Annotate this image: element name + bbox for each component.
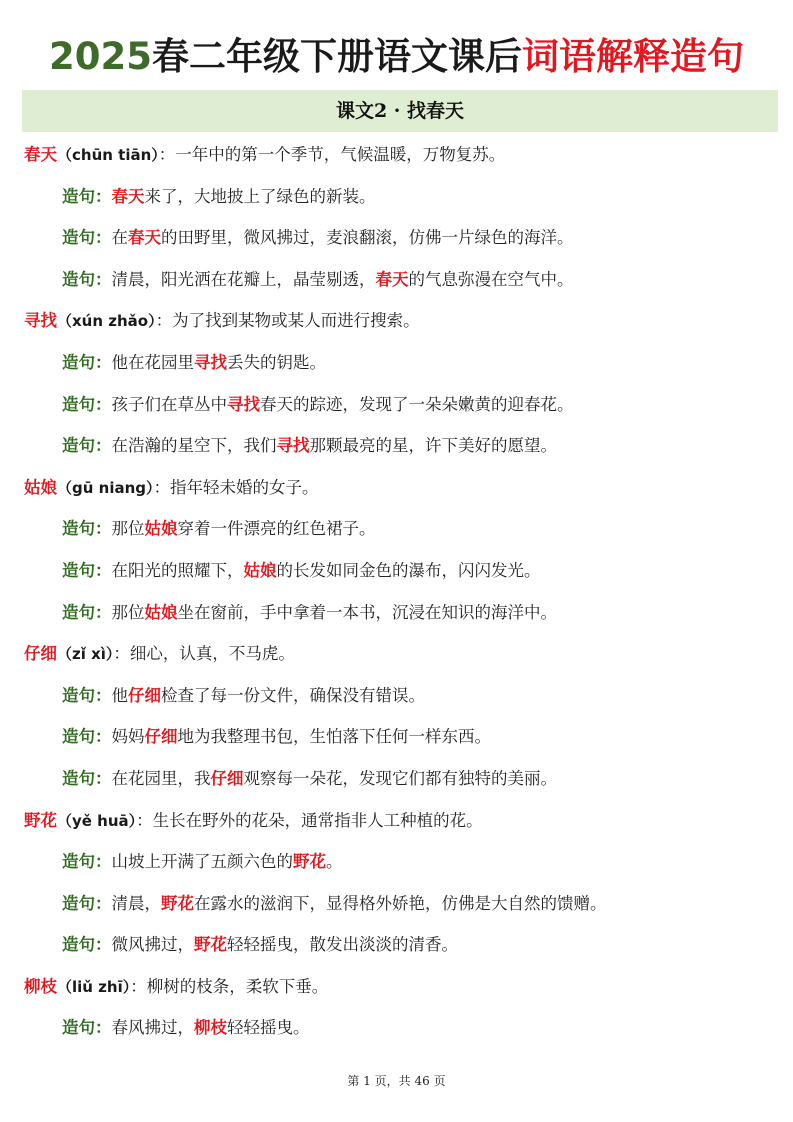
sentence-text-before: 孩子们在草丛中 bbox=[111, 394, 227, 414]
example-sentence-row bbox=[24, 550, 774, 592]
sentence-highlight-word: 姑娘 bbox=[144, 519, 178, 539]
page-footer: 第 1 页，共 46 页 bbox=[347, 1074, 446, 1088]
sentence-text-after: 穿着一件漂亮的红色裙子。 bbox=[177, 519, 376, 539]
sentence-highlight-word: 仔细 bbox=[144, 727, 178, 747]
sentence-text-before: 在 bbox=[111, 228, 128, 248]
title-highlight: 词语解释造句 bbox=[521, 35, 744, 78]
entry-definition: ：细心，认真，不马虎。 bbox=[113, 644, 295, 664]
sentence-text-after: 在露水的滋润下，显得格外娇艳，仿佛是大自然的馈赠。 bbox=[194, 893, 607, 913]
sentence-highlight-word: 寻找 bbox=[276, 436, 310, 456]
entry-definition: ：一年中的第一个季节，气候温暖，万物复苏。 bbox=[158, 145, 506, 164]
entry-definition: ：生长在野外的花朵，通常指非人工种植的花。 bbox=[136, 810, 483, 830]
example-sentence-row bbox=[24, 217, 774, 259]
definition-row bbox=[24, 633, 774, 675]
example-sentence-row bbox=[24, 592, 774, 634]
sentence-label: 造句： bbox=[62, 186, 112, 206]
entry-pinyin: （xún zhǎo） bbox=[57, 312, 156, 331]
example-sentence-row bbox=[24, 1007, 774, 1049]
sentence-label: 造句： bbox=[62, 852, 112, 872]
sentence-highlight-word: 仔细 bbox=[210, 768, 244, 788]
entry-word: 仔细 bbox=[24, 644, 57, 664]
sentence-label: 造句： bbox=[62, 1018, 112, 1038]
sentence-text-after: 观察每一朵花，发现它们都有独特的美丽。 bbox=[243, 768, 557, 788]
entry-pinyin: （yě huā） bbox=[57, 811, 137, 830]
sentence-text-after: 地为我整理书包，生怕落下任何一样东西。 bbox=[177, 727, 491, 747]
sentence-text-after: 来了，大地披上了绿色的新装。 bbox=[144, 186, 376, 206]
sentence-text-before: 那位 bbox=[111, 602, 145, 622]
sentence-label: 造句： bbox=[62, 228, 112, 248]
sentence-label: 造句： bbox=[62, 560, 112, 580]
definition-row bbox=[24, 134, 774, 176]
sentence-text-before: 春风拂过， bbox=[111, 1018, 194, 1038]
sentence-highlight-word: 姑娘 bbox=[243, 560, 277, 580]
sentence-text-after: 那颗最亮的星，许下美好的愿望。 bbox=[309, 436, 557, 456]
entry-pinyin: （chūn tiān） bbox=[57, 146, 159, 164]
sentence-label: 造句： bbox=[62, 768, 112, 788]
entry-word: 野花 bbox=[24, 810, 57, 830]
definition-row bbox=[24, 966, 774, 1008]
definition-row bbox=[24, 300, 774, 342]
sentence-text-before: 在浩瀚的星空下，我们 bbox=[111, 436, 277, 456]
entry-definition: ：柳树的枝条，柔软下垂。 bbox=[130, 976, 329, 996]
sentence-text-before: 在花园里，我 bbox=[111, 768, 211, 788]
sentence-highlight-word: 春天 bbox=[128, 228, 161, 248]
entry-pinyin: （zǐ xì） bbox=[57, 645, 114, 664]
sentence-text-after: 的气息弥漫在空气中。 bbox=[408, 269, 574, 289]
example-sentence-row bbox=[24, 384, 774, 426]
sentence-highlight-word: 仔细 bbox=[128, 685, 161, 705]
sentence-highlight-word: 春天 bbox=[111, 186, 145, 206]
example-sentence-row bbox=[24, 342, 774, 384]
entry-word: 柳枝 bbox=[24, 976, 57, 996]
title-main: 春二年级下册语文课后 bbox=[151, 35, 522, 78]
entry-pinyin: （liǔ zhī） bbox=[57, 977, 131, 996]
example-sentence-row bbox=[24, 675, 774, 717]
page-title bbox=[0, 34, 793, 80]
example-sentence-row bbox=[24, 924, 774, 966]
example-sentence-row bbox=[24, 716, 774, 758]
sentence-text-after: 轻轻摇曳，散发出淡淡的清香。 bbox=[227, 935, 458, 955]
entry-pinyin: （gū niang） bbox=[57, 478, 154, 497]
sentence-highlight-word: 寻找 bbox=[227, 394, 260, 414]
sentence-label: 造句： bbox=[62, 727, 112, 747]
entry-definition: ：指年轻未婚的女子。 bbox=[153, 477, 319, 497]
sentence-label: 造句： bbox=[62, 685, 112, 705]
sentence-text-before: 在阳光的照耀下， bbox=[111, 560, 244, 580]
sentence-label: 造句： bbox=[62, 394, 112, 414]
entry-word: 春天 bbox=[24, 145, 57, 164]
lesson-banner bbox=[22, 90, 778, 132]
lesson-title: 课文2 · 找春天 bbox=[335, 100, 465, 122]
entry-word: 寻找 bbox=[24, 311, 57, 331]
entry-word: 姑娘 bbox=[24, 477, 57, 497]
title-year: 2025 bbox=[49, 35, 152, 78]
sentence-text-after: 春天的踪迹，发现了一朵朵嫩黄的迎春花。 bbox=[260, 394, 574, 414]
sentence-text-after: 丢失的钥匙。 bbox=[227, 352, 326, 372]
entry-definition: ：为了找到某物或某人而进行搜索。 bbox=[155, 311, 420, 331]
sentence-highlight-word: 姑娘 bbox=[144, 602, 178, 622]
sentence-text-before: 清晨， bbox=[111, 893, 161, 913]
example-sentence-row bbox=[24, 758, 774, 800]
sentence-label: 造句： bbox=[62, 436, 112, 456]
sentence-highlight-word: 春天 bbox=[375, 269, 409, 289]
example-sentence-row bbox=[24, 883, 774, 925]
sentence-label: 造句： bbox=[62, 352, 112, 372]
sentence-text-after: 轻轻摇曳。 bbox=[227, 1018, 310, 1038]
sentence-text-after: 坐在窗前，手中拿着一本书，沉浸在知识的海洋中。 bbox=[177, 602, 557, 622]
sentence-text-before: 他 bbox=[111, 685, 128, 705]
sentence-highlight-word: 野花 bbox=[194, 935, 227, 955]
sentence-highlight-word: 柳枝 bbox=[194, 1018, 227, 1038]
example-sentence-row bbox=[24, 425, 774, 467]
sentence-text-before: 清晨，阳光洒在花瓣上，晶莹剔透， bbox=[111, 269, 376, 289]
definition-row bbox=[24, 467, 774, 509]
sentence-text-before: 他在花园里 bbox=[111, 352, 194, 372]
definition-row bbox=[24, 800, 774, 842]
sentence-text-before: 那位 bbox=[111, 519, 145, 539]
example-sentence-row bbox=[24, 508, 774, 550]
sentence-label: 造句： bbox=[62, 269, 112, 289]
sentence-label: 造句： bbox=[62, 893, 112, 913]
sentence-text-before: 微风拂过， bbox=[111, 935, 194, 955]
sentence-text-before: 山坡上开满了五颜六色的 bbox=[111, 852, 293, 872]
sentence-text-after: 的田野里，微风拂过，麦浪翻滚，仿佛一片绿色的海洋。 bbox=[161, 228, 574, 248]
sentence-highlight-word: 野花 bbox=[293, 852, 326, 872]
sentence-label: 造句： bbox=[62, 602, 112, 622]
sentence-text-after: 的长发如同金色的瀑布，闪闪发光。 bbox=[276, 560, 541, 580]
entries-list bbox=[24, 134, 774, 1049]
example-sentence-row bbox=[24, 176, 774, 218]
sentence-label: 造句： bbox=[62, 519, 112, 539]
sentence-text-before: 妈妈 bbox=[111, 727, 145, 747]
sentence-text-after: 。 bbox=[326, 852, 343, 872]
sentence-text-after: 检查了每一份文件，确保没有错误。 bbox=[161, 685, 425, 705]
example-sentence-row bbox=[24, 841, 774, 883]
example-sentence-row bbox=[24, 259, 774, 301]
sentence-highlight-word: 寻找 bbox=[194, 352, 227, 372]
sentence-label: 造句： bbox=[62, 935, 112, 955]
sentence-highlight-word: 野花 bbox=[161, 893, 194, 913]
